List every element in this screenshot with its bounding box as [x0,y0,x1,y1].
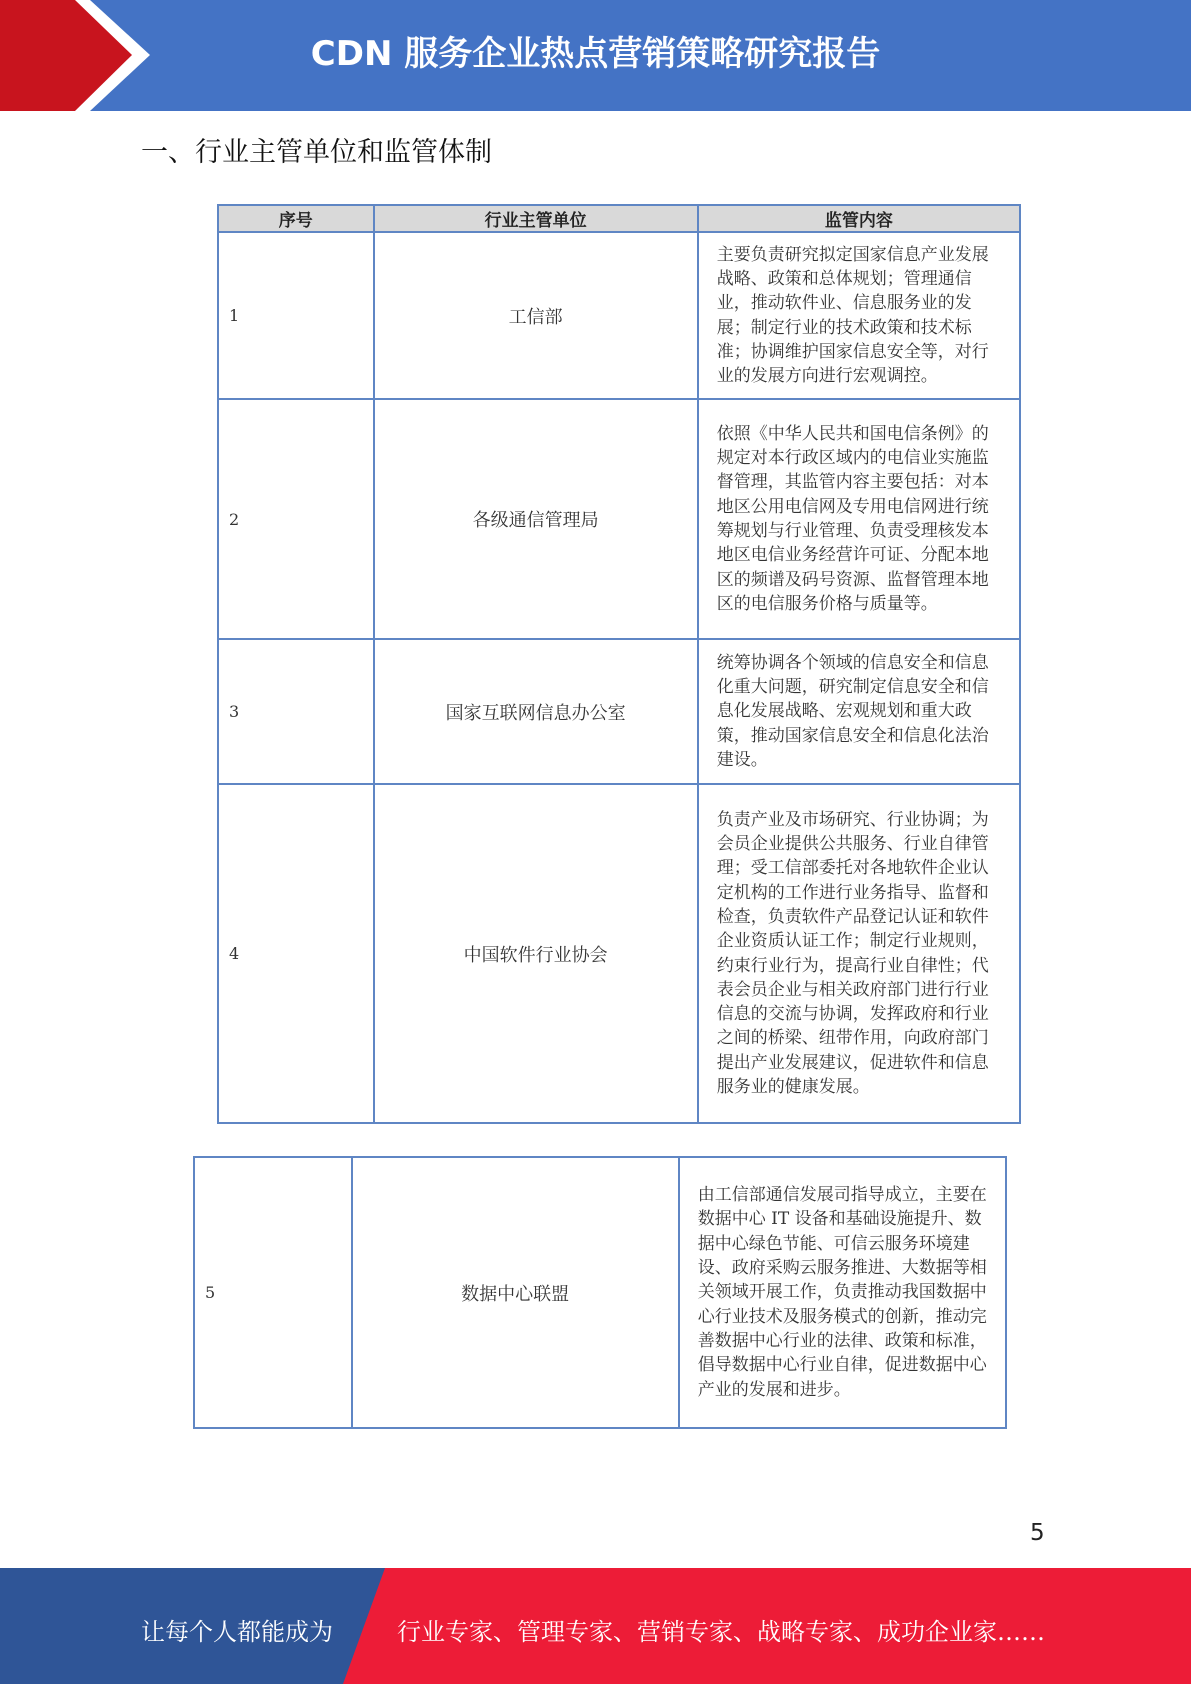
header-unit: 行业主管单位 [374,205,698,232]
table-row [218,639,1020,784]
row-unit: 国家互联网信息办公室 [374,639,698,784]
footer-slogan-left: 让每个人都能成为 [141,1618,333,1646]
regulation-table-continued [193,1156,1007,1429]
table-row [218,232,1020,399]
table-row [218,399,1020,639]
row-no: 4 [218,784,374,1123]
row-no: 3 [218,639,374,784]
table-row [194,1157,1006,1428]
row-no: 2 [218,399,374,639]
row-unit: 工信部 [374,232,698,399]
row-no: 1 [218,232,374,399]
page-number: 5 [1030,1520,1045,1546]
row-unit: 数据中心联盟 [352,1157,679,1428]
row-unit: 中国软件行业协会 [374,784,698,1123]
header-content: 监管内容 [698,205,1020,232]
section-heading: 一、行业主管单位和监管体制 [141,137,492,168]
footer-slogan-right: 行业专家、管理专家、营销专家、战略专家、成功企业家…… [397,1618,1045,1646]
table-row [218,784,1020,1123]
row-content: 统筹协调各个领域的信息安全和信息化重大问题，研究制定信息安全和信息化发展战略、宏观规划和重大政策，推动国家信息安全和信息化法治建设。 [698,639,1020,784]
row-content: 由工信部通信发展司指导成立，主要在数据中心 IT 设备和基础设施提升、数据中心绿色节能、可信云服务环境建设、政府采购云服务推进、大数据等相关领域开展工作，负责推动我国数据中心行业技术及服务模式的创新，推动完善数据中心行业的法律、政策和标准，倡导数据中心行业自律，促进数据中心产业的发展和进步。 [679,1157,1006,1428]
table-header-row [218,205,1020,232]
regulation-table [217,204,1021,1124]
row-content: 依照《中华人民共和国电信条例》的规定对本行政区域内的电信业实施监督管理，其监管内容主要包括：对本地区公用电信网及专用电信网进行统筹规划与行业管理、负责受理核发本地区电信业务经营许可证、分配本地区的频谱及码号资源、监督管理本地区的电信服务价格与质量等。 [698,399,1020,639]
row-content: 主要负责研究拟定国家信息产业发展战略、政策和总体规划；管理通信业，推动软件业、信息服务业的发展；制定行业的技术政策和技术标准；协调维护国家信息安全等，对行业的发展方向进行宏观调控。 [698,232,1020,399]
header-no: 序号 [218,205,374,232]
row-no: 5 [194,1157,352,1428]
report-title: CDN 服务企业热点营销策略研究报告 [310,34,881,74]
row-content: 负责产业及市场研究、行业协调；为会员企业提供公共服务、行业自律管理；受工信部委托对各地软件企业认定机构的工作进行业务指导、监督和检查，负责软件产品登记认证和软件企业资质认证工作；制定行业规则，约束行业行为，提高行业自律性；代表会员企业与相关政府部门进行行业信息的交流与协调，发挥政府和行业之间的桥梁、纽带作用，向政府部门提出产业发展建议，促进软件和信息服务业的健康发展。 [698,784,1020,1123]
row-unit: 各级通信管理局 [374,399,698,639]
